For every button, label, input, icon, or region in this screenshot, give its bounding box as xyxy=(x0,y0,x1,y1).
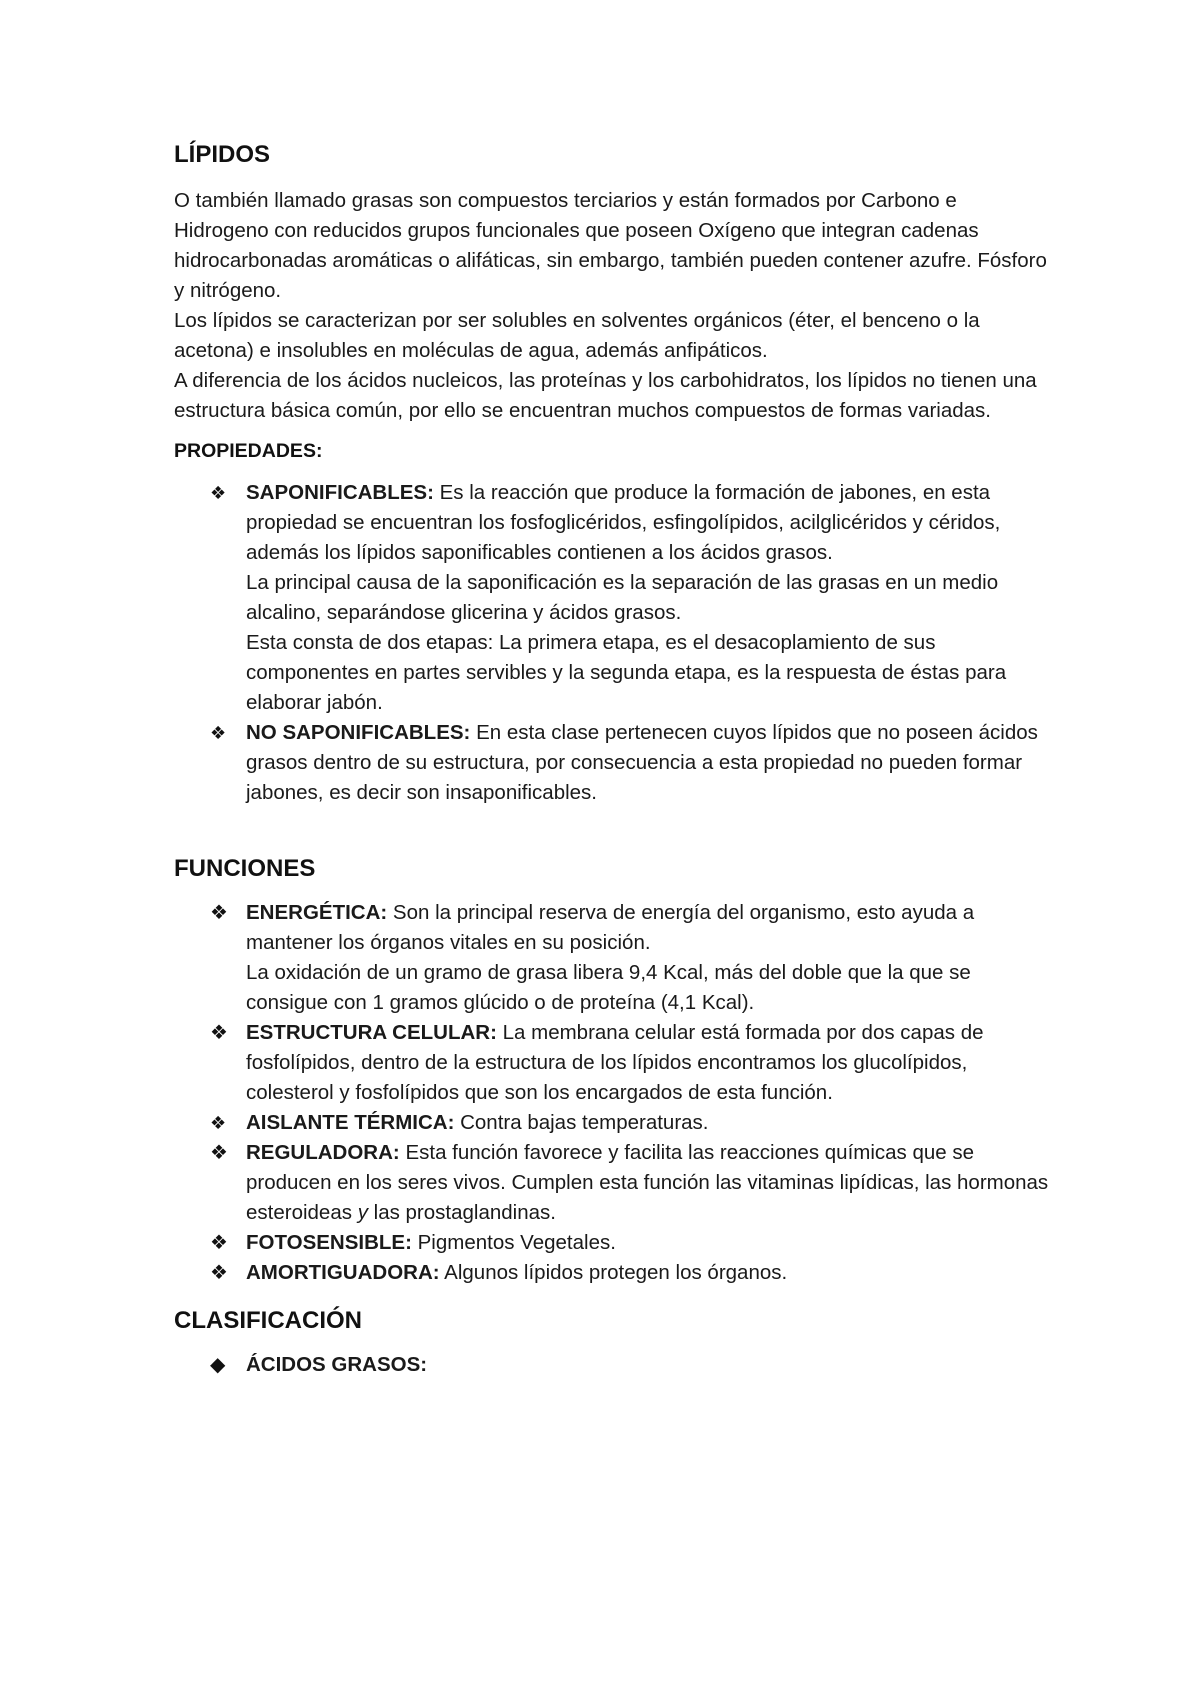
document-content xyxy=(174,140,1054,1380)
lipidos-paragraph-3: A diferencia de los ácidos nucleicos, las proteínas y los carbohidratos, los lípidos no tienen una estructura básica común, por ello se encuentran muchos compuestos de formas variadas. xyxy=(174,369,1037,422)
lipidos-heading: LÍPIDOS xyxy=(174,141,271,168)
clasificacion-list xyxy=(174,1350,1054,1380)
four-diamond-outline-icon: ❖ xyxy=(210,1113,227,1133)
item-term: SAPONIFICABLES: xyxy=(246,481,434,504)
four-diamond-solid-icon: ❖ xyxy=(210,1142,228,1164)
funciones-list xyxy=(174,898,1054,1288)
item-text: Pigmentos Vegetales. xyxy=(411,1231,616,1254)
clasificacion-heading: CLASIFICACIÓN xyxy=(174,1307,362,1334)
lipidos-paragraph-1: O también llamado grasas son compuestos terciarios y están formados por Carbono e Hidrogeno con reducidos grupos funcionales que poseen Oxígeno que integran cadenas hidrocarbonadas aromáticas o alifáticas, sin embargo, también pueden contener azufre. Fósforo y nitrógeno. xyxy=(174,189,1047,302)
four-diamond-outline-icon: ❖ xyxy=(210,483,227,503)
list-item xyxy=(174,1350,1054,1380)
item-text: La membrana celular está formada por dos capas de fosfolípidos, dentro de la estructura de los lípidos encontramos los glucolípidos, colesterol y fosfolípidos que son los encargados de esta función. xyxy=(246,1021,984,1104)
item-text: Esta función favorece y facilita las reacciones químicas que se producen en los seres vivos. Cumplen esta función las vitaminas lipídicas, las hormonas esteroideas xyxy=(246,1141,1049,1224)
list-item xyxy=(174,1108,1054,1138)
item-extra: La principal causa de la saponificación es la separación de las grasas en un medio alcalino, separándose glicerina y ácidos grasos. xyxy=(246,571,999,624)
list-item xyxy=(174,1258,1054,1288)
item-term: NO SAPONIFICABLES: xyxy=(246,721,471,744)
list-item xyxy=(174,718,1054,808)
item-text: Algunos lípidos protegen los órganos. xyxy=(439,1261,788,1284)
item-term: AMORTIGUADORA: xyxy=(246,1261,440,1284)
list-item xyxy=(174,1018,1054,1108)
list-item xyxy=(174,1228,1054,1258)
item-text: Contra bajas temperaturas. xyxy=(454,1111,709,1134)
list-item xyxy=(174,1138,1054,1228)
item-text: las prostaglandinas. xyxy=(367,1201,556,1224)
lipidos-paragraph-2: Los lípidos se caracterizan por ser solubles en solventes orgánicos (éter, el benceno o la acetona) e insolubles en moléculas de agua, además anfipáticos. xyxy=(174,309,980,362)
item-extra: Esta consta de dos etapas: La primera etapa, es el desacoplamiento de sus componentes en partes servibles y la segunda etapa, es la respuesta de éstas para elaborar jabón. xyxy=(246,631,1007,714)
four-diamond-solid-icon: ❖ xyxy=(210,1262,228,1284)
item-term: ESTRUCTURA CELULAR: xyxy=(246,1021,497,1044)
list-item xyxy=(174,898,1054,1018)
diamond-solid-icon: ◆ xyxy=(210,1354,226,1376)
lipidos-intro xyxy=(174,186,1054,426)
item-italic: y xyxy=(357,1201,368,1224)
funciones-heading: FUNCIONES xyxy=(174,855,316,882)
item-text: Son la principal reserva de energía del organismo, esto ayuda a mantener los órganos vitales en su posición. xyxy=(246,901,975,954)
item-term: FOTOSENSIBLE: xyxy=(246,1231,412,1254)
four-diamond-solid-icon: ❖ xyxy=(210,1022,228,1044)
item-extra: La oxidación de un gramo de grasa libera 9,4 Kcal, más del doble que la que se consigue con 1 gramos glúcido o de proteína (4,1 Kcal). xyxy=(246,961,971,1014)
item-text: Es la reacción que produce la formación de jabones, en esta propiedad se encuentran los fosfoglicéridos, esfingolípidos, acilglicéridos y céridos, además los lípidos saponificables contienen a los ácidos grasos. xyxy=(246,481,1001,564)
list-item xyxy=(174,478,1054,718)
propiedades-heading: PROPIEDADES: xyxy=(174,440,323,462)
propiedades-list xyxy=(174,478,1054,808)
four-diamond-solid-icon: ❖ xyxy=(210,902,228,924)
item-term: ENERGÉTICA: xyxy=(246,901,388,924)
item-term: REGULADORA: xyxy=(246,1141,400,1164)
item-term: ÁCIDOS GRASOS: xyxy=(246,1353,428,1376)
item-text: En esta clase pertenecen cuyos lípidos que no poseen ácidos grasos dentro de su estructura, por consecuencia a esta propiedad no pueden formar jabones, es decir son insaponificables. xyxy=(246,721,1038,804)
four-diamond-solid-icon: ❖ xyxy=(210,1232,228,1254)
item-term: AISLANTE TÉRMICA: xyxy=(246,1111,455,1134)
four-diamond-outline-icon: ❖ xyxy=(210,723,227,743)
